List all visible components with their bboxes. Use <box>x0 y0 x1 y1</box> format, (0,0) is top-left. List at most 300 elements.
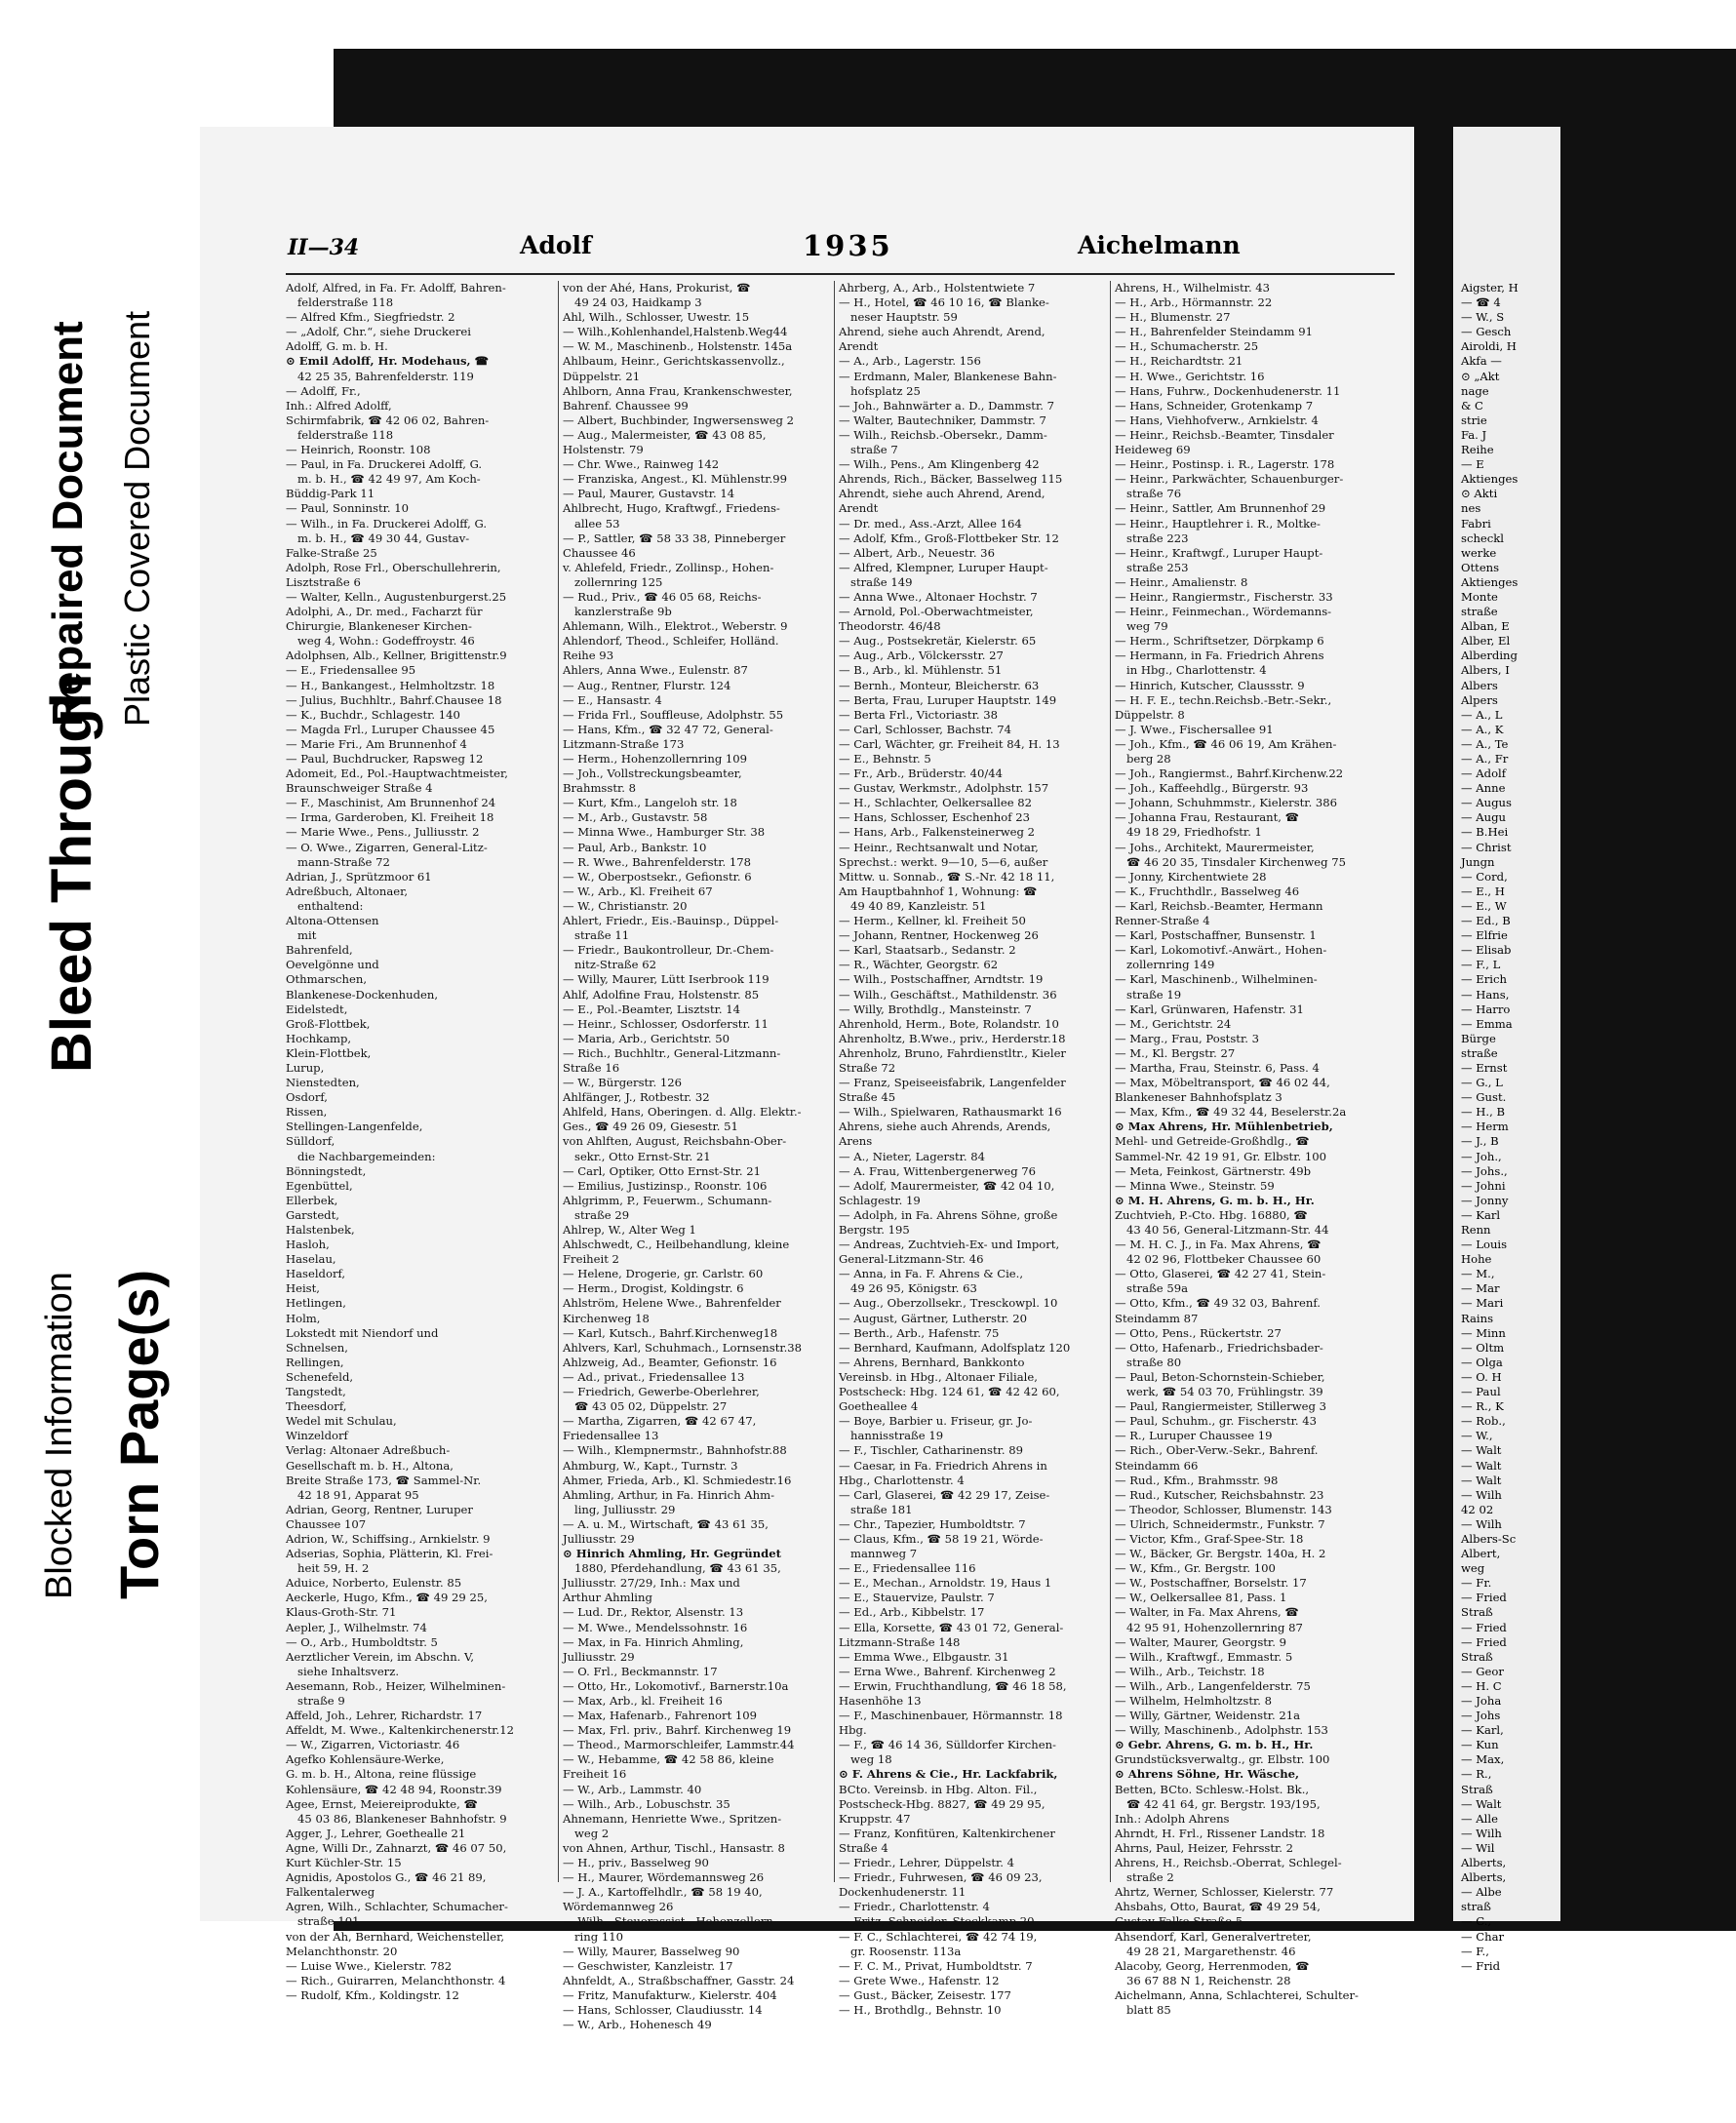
directory-entry-line: — Joh., Rangiermst., Bahrf.Kirchenw.22 <box>1115 767 1344 781</box>
directory-entry-line: Chaussee 46 <box>563 545 636 560</box>
directory-entry-line: mann-Straße 72 <box>297 854 390 869</box>
directory-entry-line: Verlag: Altonaer Adreßbuch- <box>286 1443 451 1458</box>
fragment-line: — Hans, <box>1461 987 1510 1002</box>
directory-entry-line: Blankenese-Dockenhuden, <box>286 987 439 1002</box>
directory-entry-line: — Emilius, Justizinsp., Roonstr. 106 <box>563 1178 768 1193</box>
directory-entry-line: Schenefeld, <box>286 1369 354 1384</box>
directory-entry-line: Chaussee 107 <box>286 1516 367 1531</box>
directory-entry-line: straße 101 <box>297 1914 360 1929</box>
directory-entry-line: — Joh., Kfm., ☎ 46 06 19, Am Krähen- <box>1115 736 1337 751</box>
directory-entry-line: Eidelstedt, <box>286 1002 348 1016</box>
directory-entry-line: — Hans, Kfm., ☎ 32 47 72, General- <box>563 722 773 736</box>
directory-entry-line: — Aug., Malermeister, ☎ 43 08 85, <box>563 427 767 442</box>
directory-entry-line: Adrion, W., Schiffsing., Arnkielstr. 9 <box>286 1531 491 1546</box>
directory-entry-line: — Friedr., Baukontrolleur, Dr.-Chem- <box>563 943 774 958</box>
directory-entry-line: m. b. H., ☎ 42 49 97, Am Koch- <box>297 472 481 487</box>
directory-entry-line: Straße 4 <box>839 1840 888 1855</box>
directory-entry-line: — „Adolf, Chr.“, siehe Druckerei <box>286 325 471 339</box>
directory-entry-line: Ahnemann, Henriette Wwe., Spritzen- <box>563 1811 782 1826</box>
directory-entry-line: — E., Behnstr. 5 <box>839 752 931 766</box>
directory-entry-line: — Herm., Hohenzollernring 109 <box>563 752 748 766</box>
directory-entry-line: — Friedr., Lehrer, Düppelstr. 4 <box>839 1856 1015 1870</box>
directory-entry-line: — Otto, Glaserei, ☎ 42 27 41, Stein- <box>1115 1267 1326 1281</box>
directory-entry-line: — Franz, Speiseeisfabrik, Langenfelder <box>839 1076 1066 1090</box>
directory-entry-line: — W., Kfm., Gr. Bergstr. 100 <box>1115 1561 1276 1576</box>
directory-entry-line: — Walter, Bautechniker, Dammstr. 7 <box>839 413 1046 427</box>
directory-entry-line: Steindamm 87 <box>1115 1311 1199 1325</box>
fragment-line: — Alle <box>1461 1811 1498 1826</box>
directory-entry-line: sekr., Otto Ernst-Str. 21 <box>574 1149 711 1163</box>
header-rule <box>286 273 1395 275</box>
directory-entry-line: — F., ☎ 46 14 36, Sülldorfer Kirchen- <box>839 1738 1056 1752</box>
directory-entry-line: straße 59a <box>1126 1281 1189 1296</box>
directory-entry-line: — Bernh., Monteur, Bleicherstr. 63 <box>839 678 1040 692</box>
directory-entry-line: — Carl, Wächter, gr. Freiheit 84, H. 13 <box>839 736 1060 751</box>
directory-entry-line: — Helene, Drogerie, gr. Carlstr. 60 <box>563 1267 764 1281</box>
directory-entry-line: Kirchenweg 18 <box>563 1311 650 1325</box>
fragment-line: — O. H <box>1461 1369 1502 1384</box>
directory-entry-line: — Berta, Frau, Luruper Hauptstr. 149 <box>839 692 1057 707</box>
directory-entry-line: straße 223 <box>1126 531 1189 545</box>
directory-entry-line: — W., Oelkersallee 81, Pass. 1 <box>1115 1591 1287 1605</box>
directory-entry-line: — Paul, Buchdrucker, Rapsweg 12 <box>286 752 484 766</box>
directory-entry-line: Ahlschwedt, C., Heilbehandlung, kleine <box>563 1238 790 1252</box>
directory-entry-line: — E., Hansastr. 4 <box>563 692 662 707</box>
directory-entry-line: Agren, Wilh., Schlachter, Schumacher- <box>286 1900 508 1914</box>
directory-entry-line: Falke-Straße 25 <box>286 545 377 560</box>
directory-entry-line: — Chr., Tapezier, Humboldtstr. 7 <box>839 1516 1026 1531</box>
directory-entry-line: — Hans, Schlosser, Claudiusstr. 14 <box>563 2002 763 2017</box>
directory-entry-line: — Walter, in Fa. Max Ahrens, ☎ <box>1115 1605 1299 1620</box>
directory-entry-line: — Hans, Viehhofverw., Arnkielstr. 4 <box>1115 413 1319 427</box>
directory-entry-line: — Arnold, Pol.-Oberwachtmeister, <box>839 605 1034 619</box>
directory-entry-line: berg 28 <box>1126 752 1171 766</box>
directory-entry-line: — Chr. Wwe., Rainweg 142 <box>563 457 720 472</box>
directory-entry-line: — Grete Wwe., Hafenstr. 12 <box>839 1973 1000 1987</box>
directory-entry-line: — Johann, Rentner, Hockenweg 26 <box>839 928 1039 943</box>
fragment-line: — Herm <box>1461 1120 1509 1134</box>
directory-entry-line: Ges., ☎ 49 26 09, Giesestr. 51 <box>563 1120 738 1134</box>
directory-entry-line: Ahrens, siehe auch Ahrends, Arends, <box>839 1120 1051 1134</box>
fragment-line: — Walt <box>1461 1458 1502 1473</box>
directory-entry-line: Hochkamp, <box>286 1031 352 1045</box>
directory-entry-line: Adolph, Rose Frl., Oberschullehrerin, <box>286 560 501 574</box>
directory-entry-line: Büddig-Park 11 <box>286 487 375 501</box>
directory-entry-line: — Julius, Buchhltr., Bahrf.Chausee 18 <box>286 692 502 707</box>
fragment-line: — C., <box>1461 1914 1492 1929</box>
directory-entry-line: Agger, J., Lehrer, Goethealle 21 <box>286 1826 466 1840</box>
fragment-line: straße <box>1461 1045 1498 1060</box>
directory-entry-line: — O., Arb., Humboldtstr. 5 <box>286 1634 438 1649</box>
directory-entry-line: Groß-Flottbek, <box>286 1016 371 1031</box>
directory-entry-line: Ahlert, Friedr., Eis.-Bauinsp., Düppel- <box>563 914 779 928</box>
directory-entry-line: — Hans, Schneider, Grotenkamp 7 <box>1115 398 1314 413</box>
directory-entry-line: Ahsendorf, Karl, Generalvertreter, <box>1115 1929 1312 1944</box>
directory-entry-line: Ahlfeld, Hans, Oberingen. d. Allg. Elektr.- <box>563 1105 802 1120</box>
directory-entry-line: — Aug., Oberzollsekr., Tresckowpl. 10 <box>839 1296 1058 1311</box>
directory-entry-line: — W., Oberpostsekr., Gefionstr. 6 <box>563 869 752 884</box>
fragment-line: Straß <box>1461 1605 1493 1620</box>
directory-entry-line: Friedensallee 13 <box>563 1429 659 1443</box>
directory-entry-line: Julliusstr. 29 <box>563 1649 635 1664</box>
directory-entry-line: Ahsbahs, Otto, Baurat, ☎ 49 29 54, <box>1115 1900 1321 1914</box>
directory-entry-line: Ahlborn, Anna Frau, Krankenschwester, <box>563 383 793 398</box>
directory-entry-line: Düppelstr. 8 <box>1115 707 1185 722</box>
directory-entry-line: — Carl, Optiker, Otto Ernst-Str. 21 <box>563 1163 761 1178</box>
fragment-line: — Erich <box>1461 972 1507 987</box>
directory-entry-line: — Hermann, in Fa. Friedrich Ahrens <box>1115 649 1324 663</box>
directory-entry-line: ☎ 43 05 02, Düppelstr. 27 <box>574 1399 728 1414</box>
directory-entry-line: Freiheit 2 <box>563 1252 619 1267</box>
directory-entry-line: Postscheck-Hbg. 8827, ☎ 49 29 95, <box>839 1796 1046 1811</box>
fragment-line: — A., L <box>1461 707 1503 722</box>
directory-entry-line: — W., Zigarren, Victoriastr. 46 <box>286 1738 460 1752</box>
fragment-line: — G., L <box>1461 1076 1503 1090</box>
directory-entry-line: — Claus, Kfm., ☎ 58 19 21, Wörde- <box>839 1531 1044 1546</box>
fragment-line: Bürge <box>1461 1031 1496 1045</box>
directory-entry-line: Bahrenf. Chaussee 99 <box>563 398 689 413</box>
directory-entry-line: — Heinr., Kraftwgf., Luruper Haupt- <box>1115 545 1323 560</box>
directory-entry-line: Halstenbek, <box>286 1223 355 1237</box>
directory-entry-line: Oevelgönne und <box>286 958 379 972</box>
fragment-line: werke <box>1461 545 1497 560</box>
directory-entry-line: — Dr. med., Ass.-Arzt, Allee 164 <box>839 516 1022 531</box>
directory-entry-line: — H., Maurer, Wördemannsweg 26 <box>563 1870 765 1885</box>
directory-entry-line: Agne, Willi Dr., Zahnarzt, ☎ 46 07 50, <box>286 1840 507 1855</box>
directory-entry-line: Goetheallee 4 <box>839 1399 919 1414</box>
directory-entry-line: ⊙ F. Ahrens & Cie., Hr. Lackfabrik, <box>839 1767 1058 1782</box>
directory-entry-line: — Heinr., Postinsp. i. R., Lagerstr. 178 <box>1115 457 1335 472</box>
fragment-line: — B.Hei <box>1461 825 1509 840</box>
directory-entry-line: — H. Wwe., Gerichtstr. 16 <box>1115 369 1265 383</box>
directory-entry-line: 49 24 03, Haidkamp 3 <box>574 295 702 310</box>
fragment-line: — Karl <box>1461 1207 1501 1222</box>
directory-entry-line: weg 18 <box>850 1752 892 1767</box>
directory-entry-line: Inh.: Alfred Adolff, <box>286 398 392 413</box>
fragment-line: straße <box>1461 605 1498 619</box>
directory-entry-line: Sprechst.: werkt. 9—10, 5—6, außer <box>839 854 1048 869</box>
directory-entry-line: — H., Arb., Hörmannstr. 22 <box>1115 295 1273 310</box>
directory-entry-line: — H., Schlachter, Oelkersallee 82 <box>839 796 1033 810</box>
directory-entry-line: Straße 16 <box>563 1060 620 1075</box>
directory-entry-line: 42 95 91, Hohenzollernring 87 <box>1126 1620 1303 1634</box>
directory-entry-line: mannweg 7 <box>850 1547 918 1561</box>
directory-entry-line: Sülldorf, <box>286 1134 335 1149</box>
fragment-line: Aigster, H <box>1461 281 1519 295</box>
directory-entry-line: Osdorf, <box>286 1090 328 1105</box>
fragment-line: Jungn <box>1461 854 1495 869</box>
directory-entry-line: Arendt <box>839 339 879 354</box>
directory-entry-line: Ahrndt, H. Frl., Rissener Landstr. 18 <box>1115 1826 1325 1840</box>
directory-entry-line: — E., Friedensallee 95 <box>286 663 416 678</box>
directory-entry-line: Breite Straße 173, ☎ Sammel-Nr. <box>286 1473 482 1487</box>
directory-entry-line: Ahmburg, W., Kapt., Turnstr. 3 <box>563 1458 738 1473</box>
directory-entry-line: Affeldt, M. Wwe., Kaltenkirchenerstr.12 <box>286 1723 514 1738</box>
directory-entry-line: Aepler, J., Wilhelmstr. 74 <box>286 1620 427 1634</box>
directory-entry-line: Othmarschen, <box>286 972 368 987</box>
directory-entry-line: felderstraße 118 <box>297 427 394 442</box>
directory-entry-line: — Johanna Frau, Restaurant, ☎ <box>1115 810 1300 825</box>
directory-entry-line: 1880, Pferdehandlung, ☎ 43 61 35, <box>574 1561 781 1576</box>
directory-entry-line: — Willy, Maurer, Lütt Iserbrook 119 <box>563 972 769 987</box>
directory-entry-line: — Rud., Kutscher, Reichsbahnstr. 23 <box>1115 1487 1324 1502</box>
directory-entry-line: — Anna Wwe., Altonaer Hochstr. 7 <box>839 589 1038 604</box>
directory-entry-line: — R. Wwe., Bahrenfelderstr. 178 <box>563 854 751 869</box>
fragment-line: Fa. J <box>1461 427 1487 442</box>
directory-entry-line: Ahrenhold, Herm., Bote, Rolandstr. 10 <box>839 1016 1059 1031</box>
directory-entry-line: hannisstraße 19 <box>850 1429 944 1443</box>
fragment-line: — Paul <box>1461 1385 1501 1399</box>
directory-entry-line: — Joh., Bahnwärter a. D., Dammstr. 7 <box>839 398 1054 413</box>
directory-entry-line: — Martha, Frau, Steinstr. 6, Pass. 4 <box>1115 1060 1320 1075</box>
fragment-line: — Wilh <box>1461 1826 1502 1840</box>
directory-entry-line: — Adolff, Fr., <box>286 383 361 398</box>
directory-entry-line: straße 80 <box>1126 1355 1182 1369</box>
fragment-line: Fabri <box>1461 516 1491 531</box>
directory-entry-line: — A. Frau, Wittenbergenerweg 76 <box>839 1163 1037 1178</box>
directory-entry-line: Klein-Flottbek, <box>286 1045 372 1060</box>
fragment-line: — E <box>1461 457 1484 472</box>
directory-entry-line: — Hinrich, Kutscher, Claussstr. 9 <box>1115 678 1305 692</box>
directory-entry-line: 42 02 96, Flottbeker Chaussee 60 <box>1126 1252 1322 1267</box>
directory-entry-line: — Wilh., Arb., Langenfelderstr. 75 <box>1115 1678 1311 1693</box>
directory-entry-line: — Hans, Fuhrw., Dockenhudenerstr. 11 <box>1115 383 1341 398</box>
fragment-line: Albers <box>1461 678 1498 692</box>
directory-entry-line: Hbg., Charlottenstr. 4 <box>839 1473 965 1487</box>
directory-entry-line: Hasenhöhe 13 <box>839 1694 922 1708</box>
directory-entry-line: — Fritz, Manufakturw., Kielerstr. 404 <box>563 1987 777 2002</box>
directory-entry-line: weg 79 <box>1126 619 1168 634</box>
fragment-line: — Emma <box>1461 1016 1513 1031</box>
directory-entry-line: 45 03 86, Blankeneser Bahnhofstr. 9 <box>297 1811 507 1826</box>
directory-entry-line: von Ahnen, Arthur, Tischl., Hansastr. 8 <box>563 1840 785 1855</box>
fragment-line: Aktienges <box>1461 472 1519 487</box>
fragment-line: — H. C <box>1461 1678 1502 1693</box>
fragment-line: — A., Te <box>1461 736 1509 751</box>
directory-entry-line: Aichelmann, Anna, Schlachterei, Schulter- <box>1115 1987 1359 2002</box>
directory-entry-line: Arendt <box>839 501 879 516</box>
fragment-line: — Elfrie <box>1461 928 1508 943</box>
directory-entry-line: Haseldorf, <box>286 1267 346 1281</box>
directory-entry-line: — Wilh.,Kohlenhandel,Halstenb.Weg44 <box>563 325 788 339</box>
directory-entry-line: Arthur Ahmling <box>563 1591 652 1605</box>
column-4 <box>1115 281 1390 2017</box>
directory-entry-line: — Magda Frl., Luruper Chaussee 45 <box>286 722 495 736</box>
directory-entry-line: Wedel mit Schulau, <box>286 1414 397 1429</box>
directory-entry-line: Ahrberg, A., Arb., Holstentwiete 7 <box>839 281 1036 295</box>
directory-entry-line: — Rudolf, Kfm., Koldingstr. 12 <box>286 1987 459 2002</box>
directory-entry-line: — Rich., Guirarren, Melanchthonstr. 4 <box>286 1973 506 1987</box>
directory-entry-line: — Wilhelm, Helmholtzstr. 8 <box>1115 1694 1273 1708</box>
directory-entry-line: Freiheit 16 <box>563 1767 627 1782</box>
directory-entry-line: — Walter, Maurer, Georgstr. 9 <box>1115 1634 1286 1649</box>
directory-entry-line: — Erwin, Fruchthandlung, ☎ 46 18 58, <box>839 1678 1067 1693</box>
directory-entry-line: Bergstr. 195 <box>839 1223 910 1237</box>
fragment-line: Alberts, <box>1461 1870 1507 1885</box>
directory-entry-line: — Albert, Buchbinder, Ingwersensweg 2 <box>563 413 794 427</box>
directory-entry-line: Julliusstr. 29 <box>563 1531 635 1546</box>
directory-entry-line: kanzlerstraße 9b <box>574 605 672 619</box>
directory-entry-line: Zuchtvieh, P.-Cto. Hbg. 16880, ☎ <box>1115 1207 1308 1222</box>
directory-entry-line: — Heinr., Parkwächter, Schauenburger- <box>1115 472 1344 487</box>
directory-entry-line: — Paul, Maurer, Gustavstr. 14 <box>563 487 735 501</box>
directory-entry-line: straße 29 <box>574 1207 630 1222</box>
adjacent-page-fragment <box>1453 127 1560 1973</box>
directory-entry-line: Adolphi, A., Dr. med., Facharzt für <box>286 605 483 619</box>
header-year: 1935 <box>803 229 893 262</box>
directory-entry-line: Aesemann, Rob., Heizer, Wilhelminen- <box>286 1678 506 1693</box>
directory-entry-line: — W., Arb., Lammstr. 40 <box>563 1782 702 1796</box>
directory-entry-line: — Wilh., Pens., Am Klingenberg 42 <box>839 457 1040 472</box>
directory-entry-line: Agnidis, Apostolos G., ☎ 46 21 89, <box>286 1870 487 1885</box>
directory-entry-line: — W., Christianstr. 20 <box>563 898 688 913</box>
directory-entry-line: Schlagestr. 19 <box>839 1193 921 1207</box>
fragment-line: Hohe <box>1461 1252 1492 1267</box>
directory-entry-line: blatt 85 <box>1126 2002 1171 2017</box>
directory-entry-line: — B., Arb., kl. Mühlenstr. 51 <box>839 663 1003 678</box>
directory-entry-line: mit <box>297 928 317 943</box>
directory-entry-line: — Geschwister, Kanzleistr. 17 <box>563 1958 733 1973</box>
directory-entry-line: — Willy, Maurer, Basselweg 90 <box>563 1944 740 1958</box>
fragment-line: Straß <box>1461 1649 1493 1664</box>
directory-entry-line: neser Hauptstr. 59 <box>850 310 958 325</box>
column-2 <box>563 281 838 2032</box>
directory-entry-line: — Rich., Ober-Verw.-Sekr., Bahrenf. <box>1115 1443 1319 1458</box>
directory-entry-line: Kurt Küchler-Str. 15 <box>286 1856 402 1870</box>
directory-entry-line: — Wilh., Arb., Teichstr. 18 <box>1115 1664 1265 1678</box>
directory-entry-line: Aduice, Norberto, Eulenstr. 85 <box>286 1576 462 1591</box>
directory-entry-line: die Nachbargemeinden: <box>297 1149 436 1163</box>
directory-entry-line: — Karl, Postschaffner, Bunsenstr. 1 <box>1115 928 1317 943</box>
directory-entry-line: hofsplatz 25 <box>850 383 921 398</box>
directory-entry-line: — Karl, Maschinenb., Wilhelminen- <box>1115 972 1318 987</box>
directory-entry-line: — P., Sattler, ☎ 58 33 38, Pinneberger <box>563 531 786 545</box>
directory-entry-line: Garstedt, <box>286 1207 339 1222</box>
directory-entry-line: G. m. b. H., Altona, reine flüssige <box>286 1767 477 1782</box>
directory-entry-line: — F., Tischler, Catharinenstr. 89 <box>839 1443 1023 1458</box>
directory-entry-line: Ahl, Wilh., Schlosser, Uwestr. 15 <box>563 310 750 325</box>
fragment-line: weg <box>1461 1561 1485 1576</box>
directory-entry-line: Ahrns, Paul, Heizer, Fehrsstr. 2 <box>1115 1840 1294 1855</box>
fragment-line: — M., <box>1461 1267 1495 1281</box>
directory-entry-line: 49 40 89, Kanzleistr. 51 <box>850 898 987 913</box>
directory-entry-line: — Ahrens, Bernhard, Bankkonto <box>839 1355 1025 1369</box>
directory-entry-line: — Erdmann, Maler, Blankenese Bahn- <box>839 369 1057 383</box>
directory-entry-line: ⊙ Max Ahrens, Hr. Mühlenbetrieb, <box>1115 1120 1333 1134</box>
directory-entry-line: — Wilh., Spielwaren, Rathausmarkt 16 <box>839 1105 1062 1120</box>
fragment-line: — Gesch <box>1461 325 1512 339</box>
directory-entry-line: — W., Arb., Kl. Freiheit 67 <box>563 884 713 898</box>
directory-entry-line: von der Ahé, Hans, Prokurist, ☎ <box>563 281 751 295</box>
directory-entry-line: — F. C., Schlachterei, ☎ 42 74 19, <box>839 1929 1038 1944</box>
directory-entry-line: — Friedr., Charlottenstr. 4 <box>839 1900 990 1914</box>
directory-entry-line: — H. F. E., techn.Reichsb.-Betr.-Sekr., <box>1115 692 1332 707</box>
fragment-line: — Adolf <box>1461 767 1507 781</box>
directory-entry-line: — Alfred Kfm., Siegfriedstr. 2 <box>286 310 455 325</box>
directory-entry-line: 43 40 56, General-Litzmann-Str. 44 <box>1126 1223 1329 1237</box>
fragment-line: — Christ <box>1461 840 1512 854</box>
directory-entry-line: — Ella, Korsette, ☎ 43 01 72, General- <box>839 1620 1064 1634</box>
directory-entry-line: Adrian, J., Sprützmoor 61 <box>286 869 432 884</box>
directory-entry-line: Lurup, <box>286 1060 325 1075</box>
directory-entry-line: — Karl, Grünwaren, Hafenstr. 31 <box>1115 1002 1304 1016</box>
directory-entry-line: — Max, Kfm., ☎ 49 32 44, Beselerstr.2a <box>1115 1105 1347 1120</box>
directory-entry-line: Lisztstraße 6 <box>286 574 361 589</box>
directory-entry-line: — Karl, Reichsb.-Beamter, Hermann <box>1115 898 1323 913</box>
directory-entry-line: — Irma, Garderoben, Kl. Freiheit 18 <box>286 810 494 825</box>
fragment-line: Rains <box>1461 1311 1494 1325</box>
fragment-line: — Walt <box>1461 1473 1502 1487</box>
fragment-line: & C <box>1461 398 1483 413</box>
fragment-line: — Oltm <box>1461 1340 1505 1355</box>
directory-entry-line: — W., Hebamme, ☎ 42 58 86, kleine <box>563 1752 774 1767</box>
directory-entry-line: Ahlbrecht, Hugo, Kraftwgf., Friedens- <box>563 501 780 516</box>
directory-entry-line: — A., Arb., Lagerstr. 156 <box>839 354 981 369</box>
fragment-line: nage <box>1461 383 1489 398</box>
directory-entry-line: straße 76 <box>1126 487 1182 501</box>
fragment-line: — Kun <box>1461 1738 1499 1752</box>
directory-entry-line: straße 2 <box>1126 1870 1174 1885</box>
fragment-line: Airoldi, H <box>1461 339 1517 354</box>
directory-entry-line: Bahrenfeld, <box>286 943 353 958</box>
directory-entry-line: — Paul, Schuhm., gr. Fischerstr. 43 <box>1115 1414 1318 1429</box>
directory-entry-line: — Karl, Staatsarb., Sedanstr. 2 <box>839 943 1016 958</box>
fragment-line: — Frid <box>1461 1958 1500 1973</box>
directory-entry-line: Ellerbek, <box>286 1193 338 1207</box>
directory-entry-line: — Kurt, Kfm., Langeloh str. 18 <box>563 796 737 810</box>
directory-entry-line: — Wilh., Postschaffner, Arndtstr. 19 <box>839 972 1044 987</box>
fragment-line: — F., <box>1461 1944 1489 1958</box>
fragment-line: — Joh., <box>1461 1149 1502 1163</box>
directory-entry-line: Affeld, Joh., Lehrer, Richardstr. 17 <box>286 1709 483 1723</box>
directory-entry-line: — O. Wwe., Zigarren, General-Litz- <box>286 840 488 854</box>
directory-entry-line: Brahmsstr. 8 <box>563 781 637 796</box>
directory-entry-line: Straße 72 <box>839 1060 896 1075</box>
directory-entry-line: 42 25 35, Bahrenfelderstr. 119 <box>297 369 474 383</box>
directory-entry-line: Ahrends, Rich., Bäcker, Basselweg 115 <box>839 472 1063 487</box>
directory-entry-line: Egenbüttel, <box>286 1178 353 1193</box>
directory-entry-line: — Martha, Zigarren, ☎ 42 67 47, <box>563 1414 757 1429</box>
directory-entry-line: Agefko Kohlensäure-Werke, <box>286 1752 445 1767</box>
fragment-line: Alpers <box>1461 692 1498 707</box>
directory-entry-line: Adrian, Georg, Rentner, Luruper <box>286 1502 473 1516</box>
directory-entry-line: Haselau, <box>286 1252 336 1267</box>
directory-entry-line: straße 11 <box>574 928 630 943</box>
directory-entry-line: — Heinr., Schlosser, Osdorferstr. 11 <box>563 1016 769 1031</box>
directory-entry-line: — Willy, Maschinenb., Adolphstr. 153 <box>1115 1723 1328 1738</box>
directory-entry-line: Hbg. <box>839 1723 867 1738</box>
fragment-line: Aktienges <box>1461 574 1519 589</box>
directory-entry-line: — F., Maschinist, Am Brunnenhof 24 <box>286 796 496 810</box>
directory-entry-line: — Otto, Pens., Rückertstr. 27 <box>1115 1325 1282 1340</box>
column-3 <box>839 281 1114 2017</box>
fragment-line: — Wilh <box>1461 1487 1502 1502</box>
fragment-line: — Augu <box>1461 810 1507 825</box>
directory-entry-line: Theodorstr. 46/48 <box>839 619 941 634</box>
label-bleed-through: Bleed Through <box>40 673 103 1073</box>
directory-entry-line: — Paul, in Fa. Druckerei Adolff, G. <box>286 457 483 472</box>
directory-entry-line: — Aug., Rentner, Flurstr. 124 <box>563 678 731 692</box>
fragment-line: — Ernst <box>1461 1060 1508 1075</box>
fragment-line: — ☎ 4 <box>1461 295 1501 310</box>
directory-entry-line: — E., Friedensallee 116 <box>839 1561 976 1576</box>
directory-entry-line: — Fr., Arb., Brüderstr. 40/44 <box>839 767 1004 781</box>
fragment-line: — Augus <box>1461 796 1512 810</box>
directory-entry-line: — H., Schumacherstr. 25 <box>1115 339 1259 354</box>
directory-entry-line: — Victor, Kfm., Graf-Spee-Str. 18 <box>1115 1531 1304 1546</box>
directory-entry-line: — A. u. M., Wirtschaft, ☎ 43 61 35, <box>563 1516 769 1531</box>
directory-entry-line: Ahlemann, Wilh., Elektrot., Weberstr. 9 <box>563 619 788 634</box>
